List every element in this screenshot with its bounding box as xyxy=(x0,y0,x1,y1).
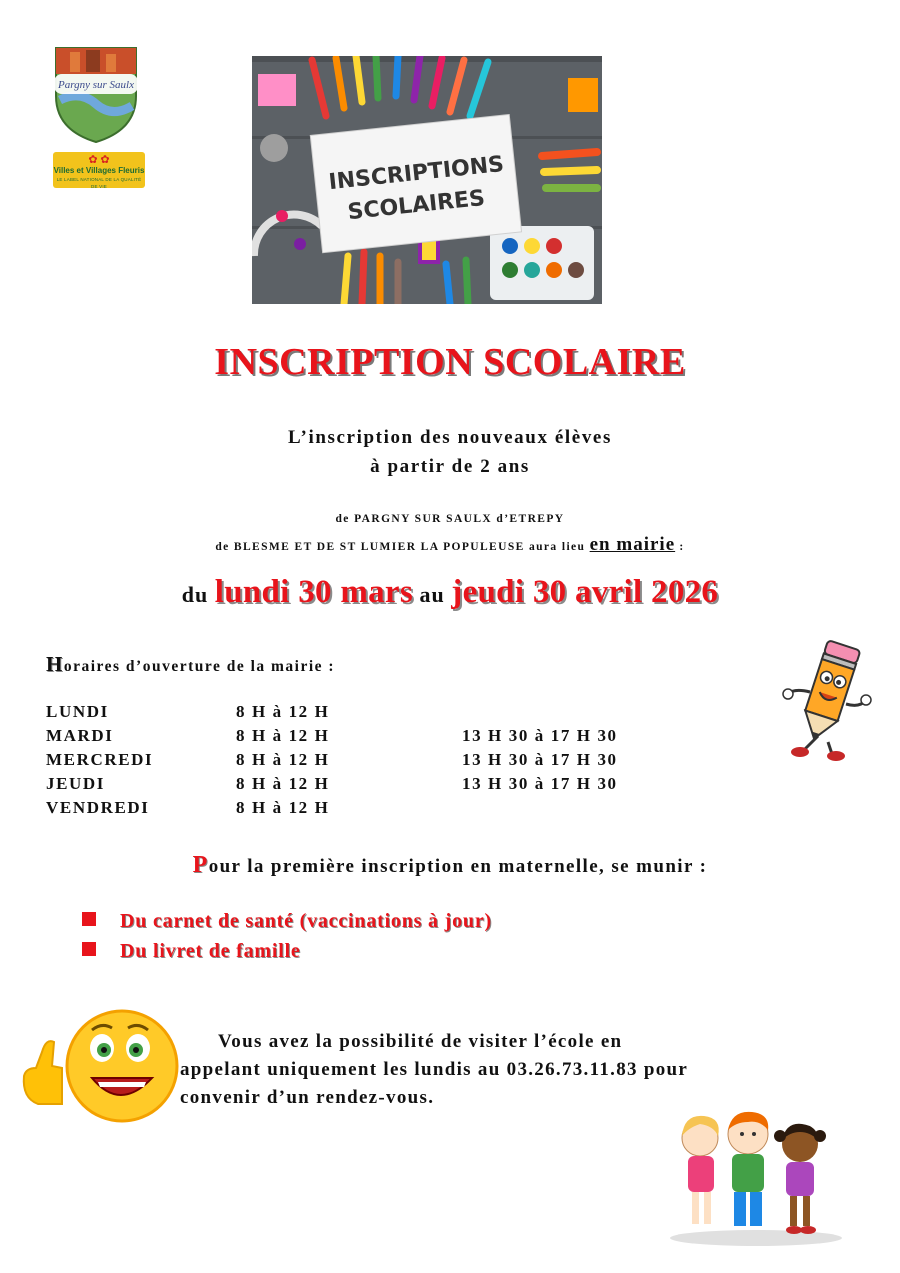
hours-morning: 8 H à 12 H xyxy=(236,702,330,721)
date-range xyxy=(0,574,900,611)
documents-intro xyxy=(0,852,900,879)
svg-text:SCOLAIRES: SCOLAIRES xyxy=(346,185,487,226)
document-item-label: Du carnet de santé (vaccinations à jour) xyxy=(120,910,492,932)
cities-line-1: de PARGNY SUR SAULX d’ETREPY xyxy=(335,513,565,525)
subtitle-line-2: à partir de 2 ans xyxy=(370,456,530,477)
hours-morning: 8 H à 12 H xyxy=(236,774,330,793)
cities-line-2 xyxy=(0,534,900,556)
visit-line-2: appelant uniquement les lundis au 03.26.73.11.83 pour xyxy=(180,1059,689,1080)
pencil-mascot-icon xyxy=(780,632,872,762)
documents-intro-initial: P xyxy=(192,852,209,878)
hours-day: MERCREDI xyxy=(46,750,154,769)
visit-line-1: Vous avez la possibilité de visiter l’école en xyxy=(218,1031,623,1052)
svg-text:INSCRIPTIONS: INSCRIPTIONS xyxy=(327,151,506,196)
hours-afternoon: 13 H 30 à 17 H 30 xyxy=(462,726,618,745)
cities-line-2-prefix: de BLESME ET DE ST LUMIER LA POPULEUSE aura lieu xyxy=(215,541,586,553)
documents-intro-text: our la première inscription en maternelle, se munir : xyxy=(208,856,708,877)
document-item xyxy=(82,940,301,963)
date-end: jeudi 30 avril 2026 xyxy=(451,574,719,610)
date-au: au xyxy=(419,582,445,607)
thumbs-up-smiley-icon xyxy=(14,1008,184,1126)
flower-icon: ✿ ✿ xyxy=(88,154,110,166)
hours-day: MARDI xyxy=(46,726,114,745)
vvf-tagline: LE LABEL NATIONAL DE LA QUALITÉ DE VIE xyxy=(56,177,142,189)
square-bullet-icon xyxy=(82,942,96,956)
date-start: lundi 30 mars xyxy=(214,574,414,610)
hours-heading-initial: H xyxy=(46,652,64,676)
hours-heading-text: oraires d’ouverture de la mairie : xyxy=(63,658,336,675)
vvf-title: Villes et Villages Fleuris xyxy=(53,166,145,175)
hours-heading xyxy=(46,652,335,677)
hero-image xyxy=(252,56,602,304)
hours-morning: 8 H à 12 H xyxy=(236,750,330,769)
document-item xyxy=(82,910,492,933)
villes-fleuris-logo xyxy=(53,152,145,188)
village-crest-logo xyxy=(50,40,142,144)
date-du: du xyxy=(181,582,209,607)
visit-line-3: convenir d’un rendez-vous. xyxy=(180,1087,435,1108)
svg-text:Pargny sur Saulx: Pargny sur Saulx xyxy=(58,79,134,91)
hours-morning: 8 H à 12 H xyxy=(236,798,330,817)
document-item-label: Du livret de famille xyxy=(120,940,301,962)
page-title: INSCRIPTION SCOLAIRE xyxy=(214,341,686,383)
square-bullet-icon xyxy=(82,912,96,926)
subtitle-line-1: L’inscription des nouveaux élèves xyxy=(288,427,612,448)
hours-morning: 8 H à 12 H xyxy=(236,726,330,745)
hours-day: LUNDI xyxy=(46,702,109,721)
hours-afternoon: 13 H 30 à 17 H 30 xyxy=(462,750,618,769)
hours-day: JEUDI xyxy=(46,774,106,793)
cities-line-2-suffix: : xyxy=(675,541,685,553)
hours-day: VENDREDI xyxy=(46,798,150,817)
hours-afternoon: 13 H 30 à 17 H 30 xyxy=(462,774,618,793)
children-walking-icon xyxy=(664,1100,844,1250)
en-mairie-emphasis: en mairie xyxy=(589,534,676,555)
